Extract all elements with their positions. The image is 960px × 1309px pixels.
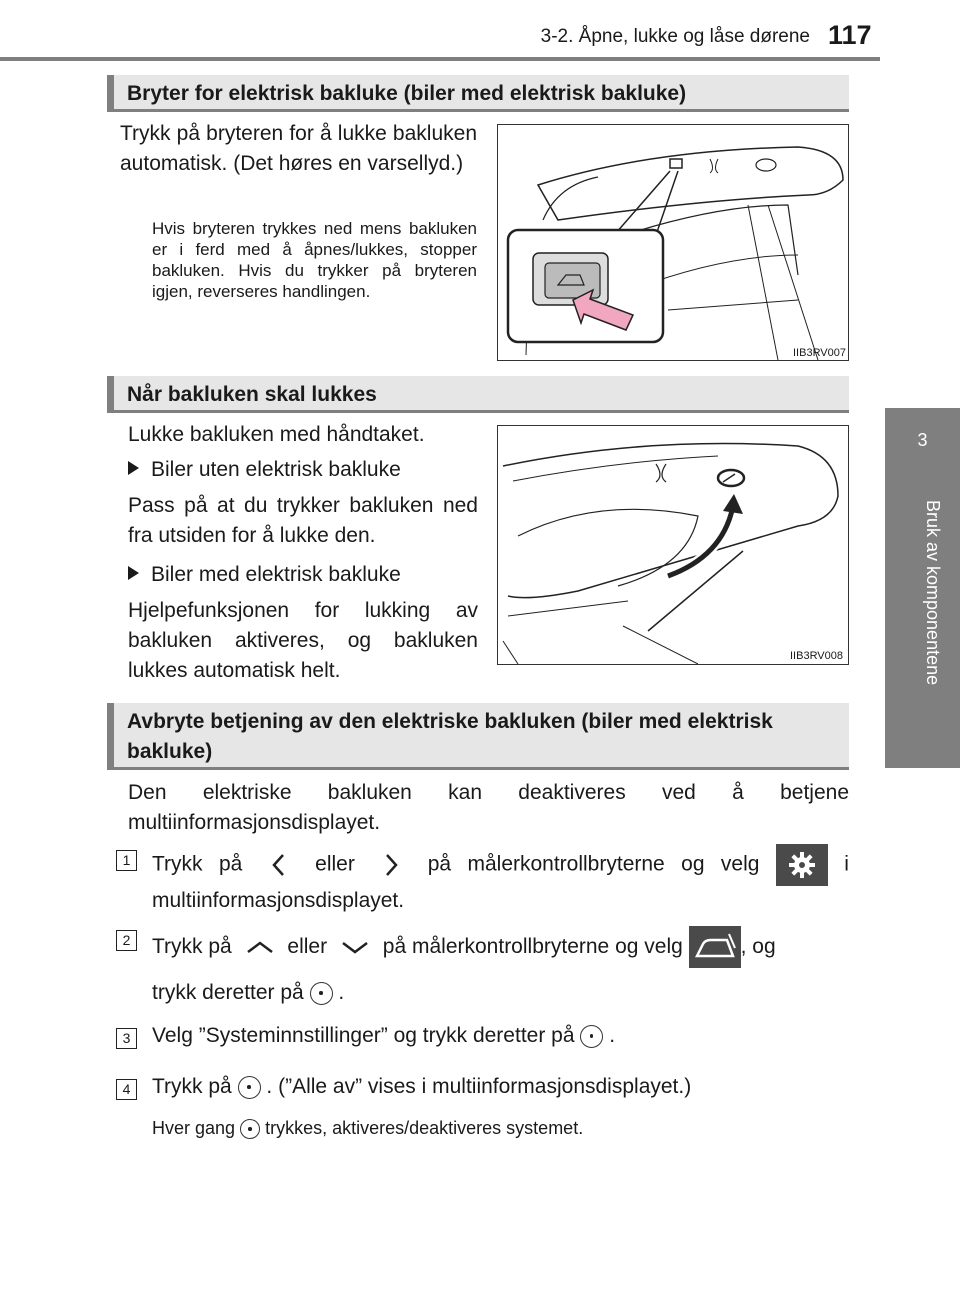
chevron-left-icon: [259, 852, 299, 878]
figure-code: IIB3RV007: [793, 347, 847, 359]
figure-tailgate-handle: [497, 425, 849, 665]
bullet1-text: Pass på at du trykker bakluken ned fra utsiden for å lukke den.: [128, 494, 478, 547]
bullet-with-power-tailgate: Biler med elektrisk bakluke: [128, 560, 401, 590]
chevron-right-icon: [371, 852, 411, 878]
section-title-power-tailgate-switch: Bryter for elektrisk bakluke (biler med elektrisk bakluke): [107, 75, 849, 112]
tailgate-switch-illustration: [498, 125, 848, 360]
figure-tailgate-switch: [497, 124, 849, 361]
ok-button-icon: [580, 1025, 603, 1048]
gear-icon: [776, 844, 828, 886]
step-4: Trykk på . (”Alle av” vises i multiinformasjonsdisplayet.): [152, 1075, 692, 1098]
step-number-3: 3: [116, 1028, 137, 1049]
figure-code: IIB3RV008: [790, 650, 844, 662]
section-title-cancel-power-tailgate: Avbryte betjening av den elektriske bakluken (biler med elektrisk bakluke): [107, 703, 849, 770]
side-tab-label: Bruk av komponentene: [923, 500, 943, 686]
ok-button-icon: [310, 982, 333, 1005]
section3-intro: Den elektriske bakluken kan deaktiveres ved å betjene multiinformasjonsdisplayet.: [128, 781, 849, 834]
step-2: Trykk på eller på målerkontrollbryterne og velg , og trykk deretter på .: [152, 924, 849, 1016]
chevron-down-icon: [333, 936, 377, 958]
section1-body: Trykk på bryteren for å lukke bakluken automatisk. (Det høres en varsellyd.): [120, 122, 477, 175]
step-1: Trykk på eller på målerkontrollbryterne og velg i multiinformasjonsdisplayet.: [152, 844, 849, 916]
step-3: Velg ”Systeminnstillinger” og trykk deretter på .: [152, 1024, 616, 1047]
section1-note: Hvis bryteren trykkes ned mens bakluken er i ferd med å åpnes/lukkes, stopper bakluken. Hvis du trykker på bryteren igjen, reverseres handlingen.: [152, 219, 477, 301]
bullet-without-power-tailgate: Biler uten elektrisk bakluke: [128, 455, 401, 485]
bullet-triangle-icon: [128, 566, 139, 580]
chapter-title: 3-2. Åpne, lukke og låse dørene: [540, 26, 810, 47]
header-rule: [0, 57, 880, 61]
car-tailgate-icon: [689, 926, 741, 968]
bullet-triangle-icon: [128, 461, 139, 475]
page-number: 117: [828, 20, 872, 50]
section2-body: Lukke bakluken med håndtaket.: [128, 423, 425, 446]
section3-note: Hver gang trykkes, aktiveres/deaktiveres systemet.: [152, 1118, 584, 1138]
step-number-2: 2: [116, 930, 137, 951]
section-title-closing-tailgate: Når bakluken skal lukkes: [107, 376, 849, 413]
step-number-1: 1: [116, 850, 137, 871]
bullet2-text: Hjelpefunksjonen for lukking av bakluken aktiveres, og bakluken lukkes automatisk helt.: [128, 599, 478, 682]
tailgate-handle-illustration: [498, 426, 848, 664]
ok-button-icon: [240, 1119, 260, 1139]
ok-button-icon: [238, 1076, 261, 1099]
step-number-4: 4: [116, 1079, 137, 1100]
side-tab-number: 3: [917, 430, 928, 450]
chevron-up-icon: [238, 936, 282, 958]
